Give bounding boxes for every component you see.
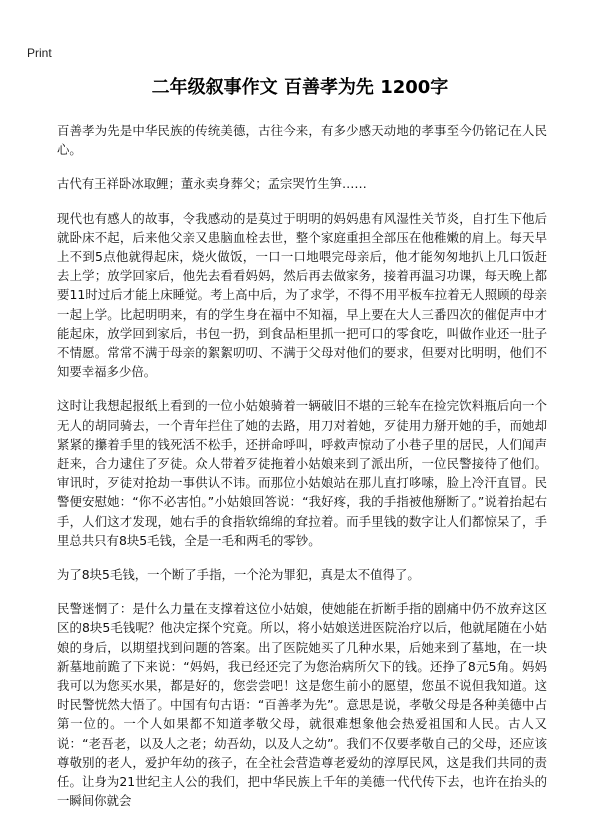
paragraph-girl-story: 这时让我想起报纸上看到的一位小姑娘骑着一辆破旧不堪的三轮车在捡完饮料瓶后向一个无人的胡同骑去，一个青年拦住了她的去路，用刀对着她，歹徒用力掰开她的手，而她却紧紧的攥着手里的钱死活不松手，还拼命呼叫，呼救声惊动了小巷子里的居民，人们闻声赶来，合力逮住了歹徒。众人带着歹徒拖着小姑娘来到了派出所，一位民警接待了他们。审讯时，歹徒对抢劫一事供认不讳。而那位小姑娘站在那儿直打哆嗦，脸上冷汗直冒。民警便安慰她：“你不必害怕。”小姑娘回答说：“我好疼，我的手指被他掰断了。”说着抬起右手，人们这才发现，她右手的食指软绵绵的耷拉着。而手里钱的数字让人们都惊呆了，手里总共只有8块5毛钱，全是一毛和两毛的零钞。 [57,398,547,548]
paragraph-not-worth: 为了8块5毛钱，一个断了手指，一个沦为罪犯，真是太不值得了。 [57,567,420,583]
print-link[interactable]: Print [27,46,52,60]
paragraph-modern-story: 现代也有感人的故事，令我感动的是莫过于明明的妈妈患有风湿性关节炎，自打生下他后就卧床不起，后来他父亲又患脑血栓去世，整个家庭重担全部压在他稚嫩的肩上。每天早上不到5点他就得起床，烧火做饭，一口一口地喂完母亲后，他才能匆匆地扒上几口饭赶去上学；放学回家后，他先去看看妈妈，然后再去做家务，接着再温习功课，每天晚上都要11时过后才能上床睡觉。考上高中后，为了求学，不得不用平板车拉着无人照顾的母亲一起上学。比起明明来，有的学生身在福中不知福，早上要在大人三番四次的催促声中才能起床，放学回到家后，书包一扔，到食品柜里抓一把可口的零食吃，叫做作业还一肚子不情愿。常常不满于母亲的絮絮叨叨、不满于父母对他们的要求，但要对比明明，他们不知要幸福多少倍。 [57,210,547,380]
paragraph-intro: 百善孝为先是中华民族的传统美德，古往今来，有多少感天动地的孝事至今仍铭记在人民心。 [57,123,547,158]
article-body [57,121,547,826]
article-title: 二年级叙事作文 百善孝为先 1200字 [151,77,449,98]
paragraph-ancient-examples: 古代有王祥卧冰取鲤；董永卖身葬父；孟宗哭竹生笋…… [57,176,367,192]
paragraph-conclusion: 民警迷惘了：是什么力量在支撑着这位小姑娘，使她能在折断手指的剧痛中仍不放弃这区区的8块5毛钱呢？他决定探个究竟。所以，将小姑娘送进医院治疗以后，他就尾随在小姑娘的身后，以期望找到问题的答案。出了医院她买了几种水果，后她来到了墓地，在一块新墓地前跪了下来说：“妈妈，我已经还完了为您治病所欠下的钱。还挣了8元5角。妈妈我可以为您买水果，都是好的，您尝尝吧！这是您生前小的愿望，您虽不说但我知道。这时民警恍然大悟了。中国有句古语：“百善孝为先”。意思是说，孝敬父母是各种美德中占第一位的。一个人如果都不知道孝敬父母，就很难想象他会热爱祖国和人民。古人又说：“老吾老，以及人之老；幼吾幼，以及人之幼”。我们不仅要孝敬自己的父母，还应该尊敬别的老人，爱护年幼的孩子，在全社会营造尊老爱幼的淳厚民风，这是我们共同的责任。让身为21世纪主人公的我们，把中华民族上千年的美德一代代传下去，也许在抬头的一瞬间你就会 [57,601,547,809]
